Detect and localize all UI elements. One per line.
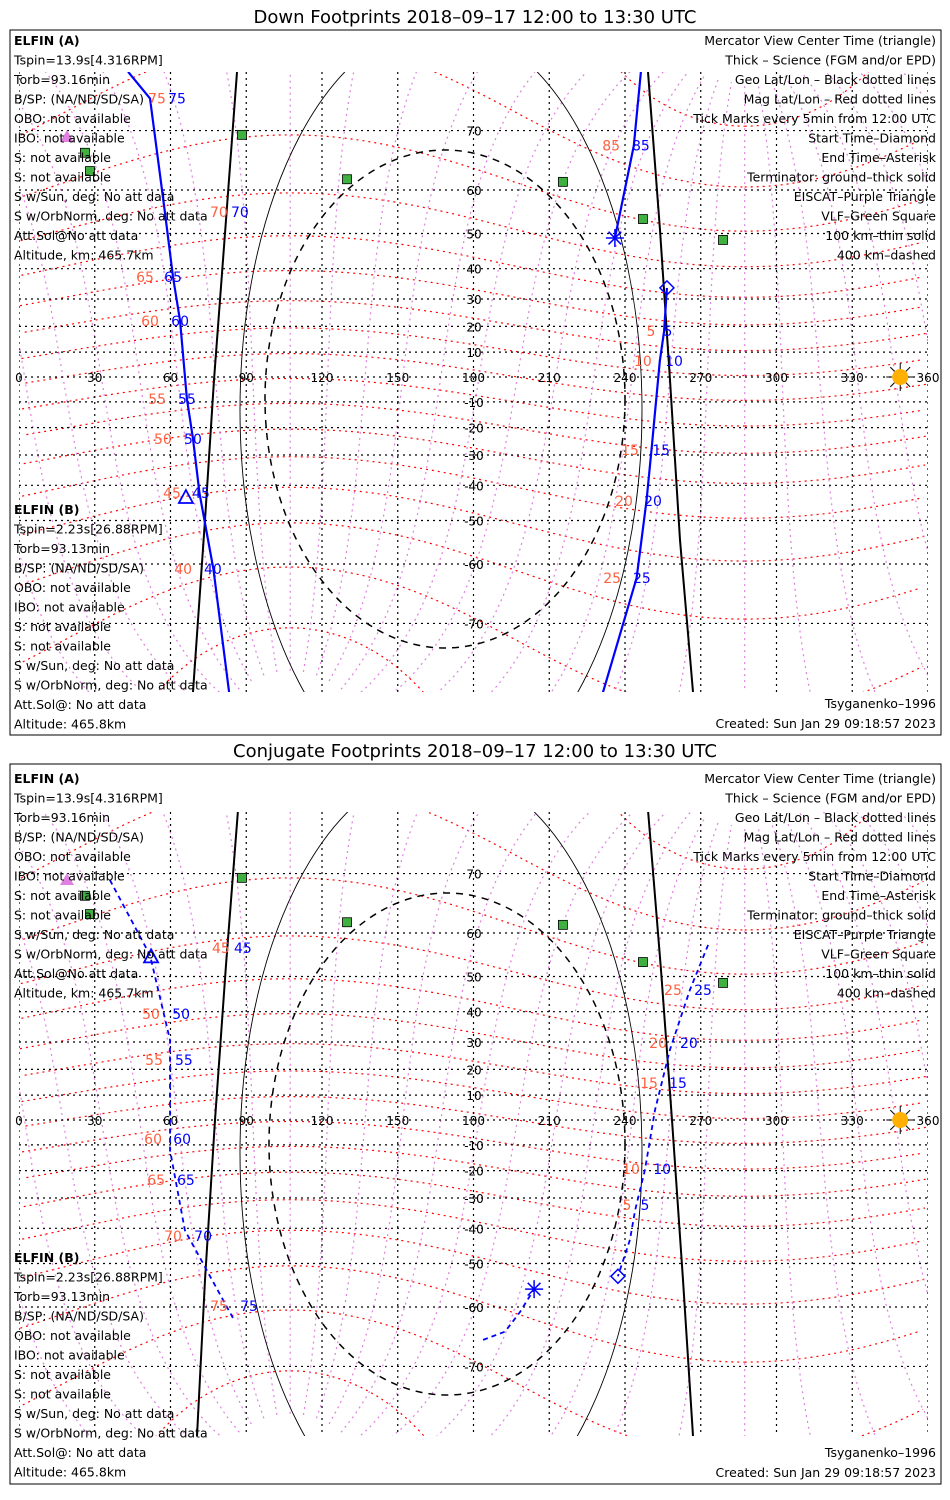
created-label: Created: Sun Jan 29 09:18:57 2023: [715, 1465, 936, 1480]
legend-entry: Thick – Science (FGM and/or EPD): [725, 790, 936, 806]
lat-tick-label: -60: [464, 558, 484, 573]
elfin-b-info-line: S w/Sun, deg: No att data: [14, 1406, 175, 1421]
elfin-b-info-line: OBO: not available: [14, 580, 131, 595]
lon-tick-label: 300: [765, 1114, 788, 1128]
vlf-station-square-icon: [558, 920, 567, 929]
vlf-station-square-icon: [558, 177, 567, 186]
elfin-b-time-tick: 55: [148, 391, 167, 408]
lon-tick-label: 210: [537, 371, 561, 385]
elfin-b-time-tick: 10: [622, 1162, 640, 1179]
elfin-a-info-line: OBO: not available: [14, 111, 131, 126]
elfin-b-time-tick: 75: [210, 1299, 228, 1316]
elfin-b-info-line: B/SP: (NA/ND/SD/SA): [14, 1308, 144, 1324]
elfin-a-info-line: Torb=93.16min: [14, 72, 111, 87]
lat-tick-label: 70: [466, 867, 482, 882]
model-label: Tsyganenko–1996: [824, 696, 936, 711]
elfin-a-info-line: Tspin=13.9s[4.316RPM]: [14, 52, 163, 68]
elfin-a-time-tick: 15: [652, 442, 671, 459]
lon-tick-label: 0: [15, 371, 23, 385]
elfin-a-info-line: B/SP: (NA/ND/SD/SA): [14, 829, 144, 845]
lat-tick-label: 30: [466, 292, 482, 307]
lon-tick-label: 120: [310, 371, 334, 385]
legend-entry: End Time–Asterisk: [821, 150, 936, 165]
elfin-b-time-tick: 20: [649, 1036, 667, 1053]
elfin-b-info-line: B/SP: (NA/ND/SD/SA): [14, 560, 144, 576]
elfin-a-label: ELFIN (A): [14, 771, 80, 786]
sun-icon: [886, 1106, 914, 1134]
elfin-a-time-tick: 75: [168, 91, 186, 108]
lat-tick-label: -70: [464, 1360, 484, 1375]
elfin-b-time-tick: 85: [602, 138, 621, 155]
legend-entry: 100 km–thin solid: [825, 966, 936, 981]
elfin-b-info-line: S w/Sun, deg: No att data: [14, 658, 175, 673]
lon-tick-label: 300: [765, 371, 788, 385]
elfin-b-time-tick: 65: [147, 1173, 166, 1190]
lon-tick-label: 330: [840, 371, 864, 385]
lon-tick-label: 120: [310, 1114, 334, 1128]
elfin-b-time-tick: 60: [144, 1131, 162, 1148]
end-asterisk-icon: [606, 229, 624, 247]
elfin-b-info-line: Torb=93.13min: [14, 1289, 111, 1304]
elfin-b-time-tick: 15: [640, 1075, 658, 1092]
legend-entry: Mercator View Center Time (triangle): [704, 33, 936, 48]
panel-title: Down Footprints 2018–09–17 12:00 to 13:30 UTC: [253, 7, 697, 28]
elfin-a-info-line: Tspin=13.9s[4.316RPM]: [14, 790, 163, 806]
elfin-a-time-tick: 5: [640, 1197, 650, 1214]
lat-tick-label: -30: [464, 1192, 484, 1207]
legend-entry: EISCAT–Purple Triangle: [793, 927, 936, 942]
elfin-b-time-tick: 45: [163, 486, 181, 503]
elfin-a-info-line: Att.Sol@No att data: [14, 228, 139, 243]
lat-tick-label: -20: [464, 1164, 484, 1179]
elfin-b-info-line: S: not available: [14, 619, 111, 634]
lon-tick-label: 150: [386, 371, 410, 385]
elfin-a-info-line: IBO: not available: [14, 130, 125, 146]
elfin-a-time-tick: 65: [164, 269, 182, 286]
lat-tick-label: -20: [464, 421, 484, 436]
elfin-b-time-tick: 75: [148, 91, 166, 108]
legend-entry: Geo Lat/Lon – Black dotted lines: [734, 810, 936, 825]
elfin-a-time-tick: 55: [174, 1052, 193, 1069]
elfin-a-info-line: S: not available: [14, 907, 111, 923]
elfin-a-info-line: Att.Sol@No att data: [14, 966, 139, 981]
lon-tick-label: 30: [87, 371, 103, 385]
elfin-a-time-tick: 45: [192, 486, 210, 503]
elfin-b-label: ELFIN (B): [14, 1250, 80, 1265]
elfin-b-info-line: IBO: not available: [14, 599, 125, 615]
elfin-b-info-line: Tspin=2.23s[26.88RPM]: [14, 521, 163, 537]
elfin-b-time-tick: 45: [211, 941, 230, 958]
legend-entry: Mercator View Center Time (triangle): [704, 771, 936, 786]
lat-tick-label: 50: [466, 970, 482, 985]
elfin-a-info-line: Altitude, km: 465.7km: [14, 247, 154, 263]
lat-tick-label: 40: [466, 1005, 482, 1020]
elfin-b-info-line: Torb=93.13min: [14, 541, 111, 556]
elfin-b-info-line: S w/OrbNorm, deg: No att data: [14, 677, 208, 693]
elfin-b-time-tick: 25: [603, 570, 622, 587]
conjugate-footprints-panel: [0, 740, 950, 1500]
lat-tick-label: -60: [464, 1301, 484, 1316]
lon-tick-label: 270: [689, 371, 713, 385]
down-footprints-panel: [0, 0, 950, 740]
legend-entry: Tick Marks every 5min from 12:00 UTC: [693, 111, 936, 126]
elfin-a-time-tick: 20: [644, 493, 662, 510]
lon-tick-label: 240: [613, 1114, 637, 1128]
lon-tick-label: 60: [162, 1114, 179, 1128]
legend-entry: Mag Lat/Lon – Red dotted lines: [743, 91, 936, 107]
elfin-b-info-line: Att.Sol@: No att data: [14, 1445, 147, 1460]
legend-entry: 400 km–dashed: [836, 985, 936, 1001]
lat-tick-label: -40: [464, 1222, 484, 1237]
elfin-a-time-tick: 70: [230, 205, 249, 222]
elfin-a-time-tick: 75: [240, 1299, 258, 1316]
sun-disc: [892, 369, 908, 385]
elfin-b-time-tick: 50: [142, 1007, 160, 1024]
elfin-b-time-tick: 20: [615, 493, 633, 510]
lon-tick-label: 210: [537, 1114, 561, 1128]
elfin-b-info-line: Altitude: 465.8km: [14, 716, 127, 732]
elfin-b-info-line: Att.Sol@: No att data: [14, 697, 147, 712]
elfin-a-info-line: Torb=93.16min: [14, 810, 111, 825]
lon-tick-label: 0: [15, 1114, 23, 1128]
elfin-b-info-line: S: not available: [14, 1386, 111, 1402]
vlf-station-square-icon: [237, 873, 246, 882]
elfin-a-label: ELFIN (A): [14, 33, 80, 48]
elfin-a-info-line: S: not available: [14, 150, 111, 165]
elfin-a-time-tick: 50: [172, 1007, 191, 1024]
vlf-station-square-icon: [342, 918, 351, 927]
elfin-a-time-tick: 15: [669, 1075, 687, 1092]
elfin-b-time-tick: 70: [164, 1229, 182, 1246]
elfin-b-time-tick: 40: [174, 562, 193, 579]
legend-entry: Terminator: ground–thick solid: [747, 169, 936, 185]
elfin-b-info-line: Altitude: 465.8km: [14, 1464, 127, 1480]
elfin-a-time-tick: 20: [679, 1036, 698, 1053]
lat-tick-label: 60: [466, 926, 482, 941]
elfin-b-label: ELFIN (B): [14, 502, 80, 517]
elfin-a-info-line: S w/OrbNorm, deg: No att data: [14, 946, 208, 962]
legend-entry: VLF–Green Square: [821, 208, 936, 224]
elfin-b-time-tick: 60: [141, 314, 159, 331]
elfin-b-info-line: Tspin=2.23s[26.88RPM]: [14, 1269, 163, 1285]
lat-tick-label: -40: [464, 479, 484, 494]
model-label: Tsyganenko–1996: [824, 1445, 936, 1460]
legend-entry: Terminator: ground–thick solid: [747, 907, 936, 923]
end-asterisk-icon: [525, 1280, 543, 1298]
legend-entry: End Time–Asterisk: [821, 888, 936, 903]
elfin-a-time-tick: 25: [633, 570, 651, 587]
lon-tick-label: 330: [840, 1114, 864, 1128]
lat-tick-label: 60: [466, 183, 482, 198]
lat-tick-label: -50: [464, 514, 484, 529]
elfin-a-info-line: S w/Sun, deg: No att data: [14, 189, 175, 204]
elfin-b-time-tick: 70: [209, 205, 228, 222]
vlf-station-square-icon: [638, 958, 647, 967]
lon-tick-label: 30: [87, 1114, 103, 1128]
legend-entry: Tick Marks every 5min from 12:00 UTC: [693, 849, 936, 864]
lat-tick-label: 20: [466, 320, 482, 335]
legend-entry: Start Time–Diamond: [808, 130, 936, 146]
legend-entry: 100 km–thin solid: [825, 228, 936, 243]
elfin-b-time-tick: 65: [136, 269, 154, 286]
vlf-station-square-icon: [237, 130, 246, 139]
elfin-a-time-tick: 65: [176, 1173, 195, 1190]
lat-tick-label: -30: [464, 449, 484, 464]
lon-tick-label: 150: [386, 1114, 410, 1128]
lon-tick-label: 180: [462, 371, 485, 385]
lat-tick-label: 30: [466, 1035, 482, 1050]
elfin-a-info-line: OBO: not available: [14, 849, 131, 864]
elfin-a-info-line: S w/OrbNorm, deg: No att data: [14, 208, 208, 224]
panel-title: Conjugate Footprints 2018–09–17 12:00 to 13:30 UTC: [233, 741, 717, 762]
elfin-a-time-tick: 60: [173, 1131, 192, 1148]
legend-entry: EISCAT–Purple Triangle: [793, 189, 936, 204]
lon-tick-label: 90: [238, 1114, 254, 1128]
legend-entry: Mag Lat/Lon – Red dotted lines: [743, 829, 936, 845]
lat-tick-label: 50: [466, 227, 482, 242]
elfin-b-time-tick: 5: [622, 1197, 632, 1214]
elfin-a-time-tick: 45: [233, 941, 252, 958]
elfin-a-time-tick: 55: [177, 391, 196, 408]
vlf-station-square-icon: [718, 235, 727, 244]
lat-tick-label: 10: [466, 1089, 482, 1104]
elfin-a-info-line: S w/Sun, deg: No att data: [14, 927, 175, 942]
lat-tick-label: -50: [464, 1257, 484, 1272]
elfin-b-info-line: S: not available: [14, 1367, 111, 1382]
created-label: Created: Sun Jan 29 09:18:57 2023: [715, 716, 936, 731]
lon-tick-label: 60: [162, 371, 179, 385]
elfin-a-time-tick: 60: [171, 314, 190, 331]
lat-tick-label: -70: [464, 617, 484, 632]
elfin-b-time-tick: 55: [145, 1052, 164, 1069]
vlf-station-square-icon: [718, 978, 727, 987]
elfin-a-info-line: S: not available: [14, 169, 111, 185]
legend-entry: Geo Lat/Lon – Black dotted lines: [734, 72, 936, 87]
elfin-b-info-line: S w/OrbNorm, deg: No att data: [14, 1425, 208, 1441]
lat-tick-label: 10: [466, 346, 482, 361]
legend-entry: Thick – Science (FGM and/or EPD): [725, 52, 936, 68]
sun-disc: [892, 1112, 908, 1128]
elfin-b-time-tick: 15: [621, 442, 639, 459]
elfin-a-time-tick: 5: [663, 324, 673, 341]
elfin-a-info-line: Altitude, km: 465.7km: [14, 985, 154, 1001]
lon-tick-label: 360: [916, 371, 940, 385]
elfin-b-time-tick: 25: [664, 982, 682, 999]
legend-entry: 400 km–dashed: [836, 247, 936, 263]
elfin-b-time-tick: 50: [154, 431, 172, 448]
elfin-a-time-tick: 25: [694, 982, 712, 999]
lon-tick-label: 180: [462, 1114, 485, 1128]
elfin-a-time-tick: 10: [653, 1162, 672, 1179]
elfin-b-info-line: S: not available: [14, 638, 111, 654]
lat-tick-label: -10: [464, 395, 484, 410]
lat-tick-label: -10: [464, 1138, 484, 1153]
legend-entry: VLF–Green Square: [821, 946, 936, 962]
legend-entry: Start Time–Diamond: [808, 868, 936, 884]
lon-tick-label: 240: [613, 371, 637, 385]
elfin-a-time-tick: 70: [194, 1229, 212, 1246]
lon-tick-label: 90: [238, 371, 254, 385]
elfin-a-time-tick: 40: [204, 562, 222, 579]
elfin-a-time-tick: 85: [631, 138, 650, 155]
elfin-a-info-line: B/SP: (NA/ND/SD/SA): [14, 91, 144, 107]
elfin-a-info-line: IBO: not available: [14, 868, 125, 884]
lon-tick-label: 270: [689, 1114, 713, 1128]
lat-tick-label: 20: [466, 1063, 482, 1078]
lat-tick-label: 40: [466, 262, 482, 277]
elfin-a-time-tick: 50: [184, 431, 202, 448]
sun-icon: [886, 363, 914, 391]
elfin-b-time-tick: 5: [646, 324, 656, 341]
elfin-b-info-line: OBO: not available: [14, 1328, 131, 1343]
lat-tick-label: 70: [466, 124, 482, 139]
elfin-b-time-tick: 10: [634, 354, 652, 371]
lon-tick-label: 360: [916, 1114, 940, 1128]
vlf-station-square-icon: [638, 215, 647, 224]
elfin-b-info-line: IBO: not available: [14, 1347, 125, 1363]
vlf-station-square-icon: [342, 175, 351, 184]
elfin-a-info-line: S: not available: [14, 888, 111, 903]
elfin-a-time-tick: 10: [665, 354, 683, 371]
